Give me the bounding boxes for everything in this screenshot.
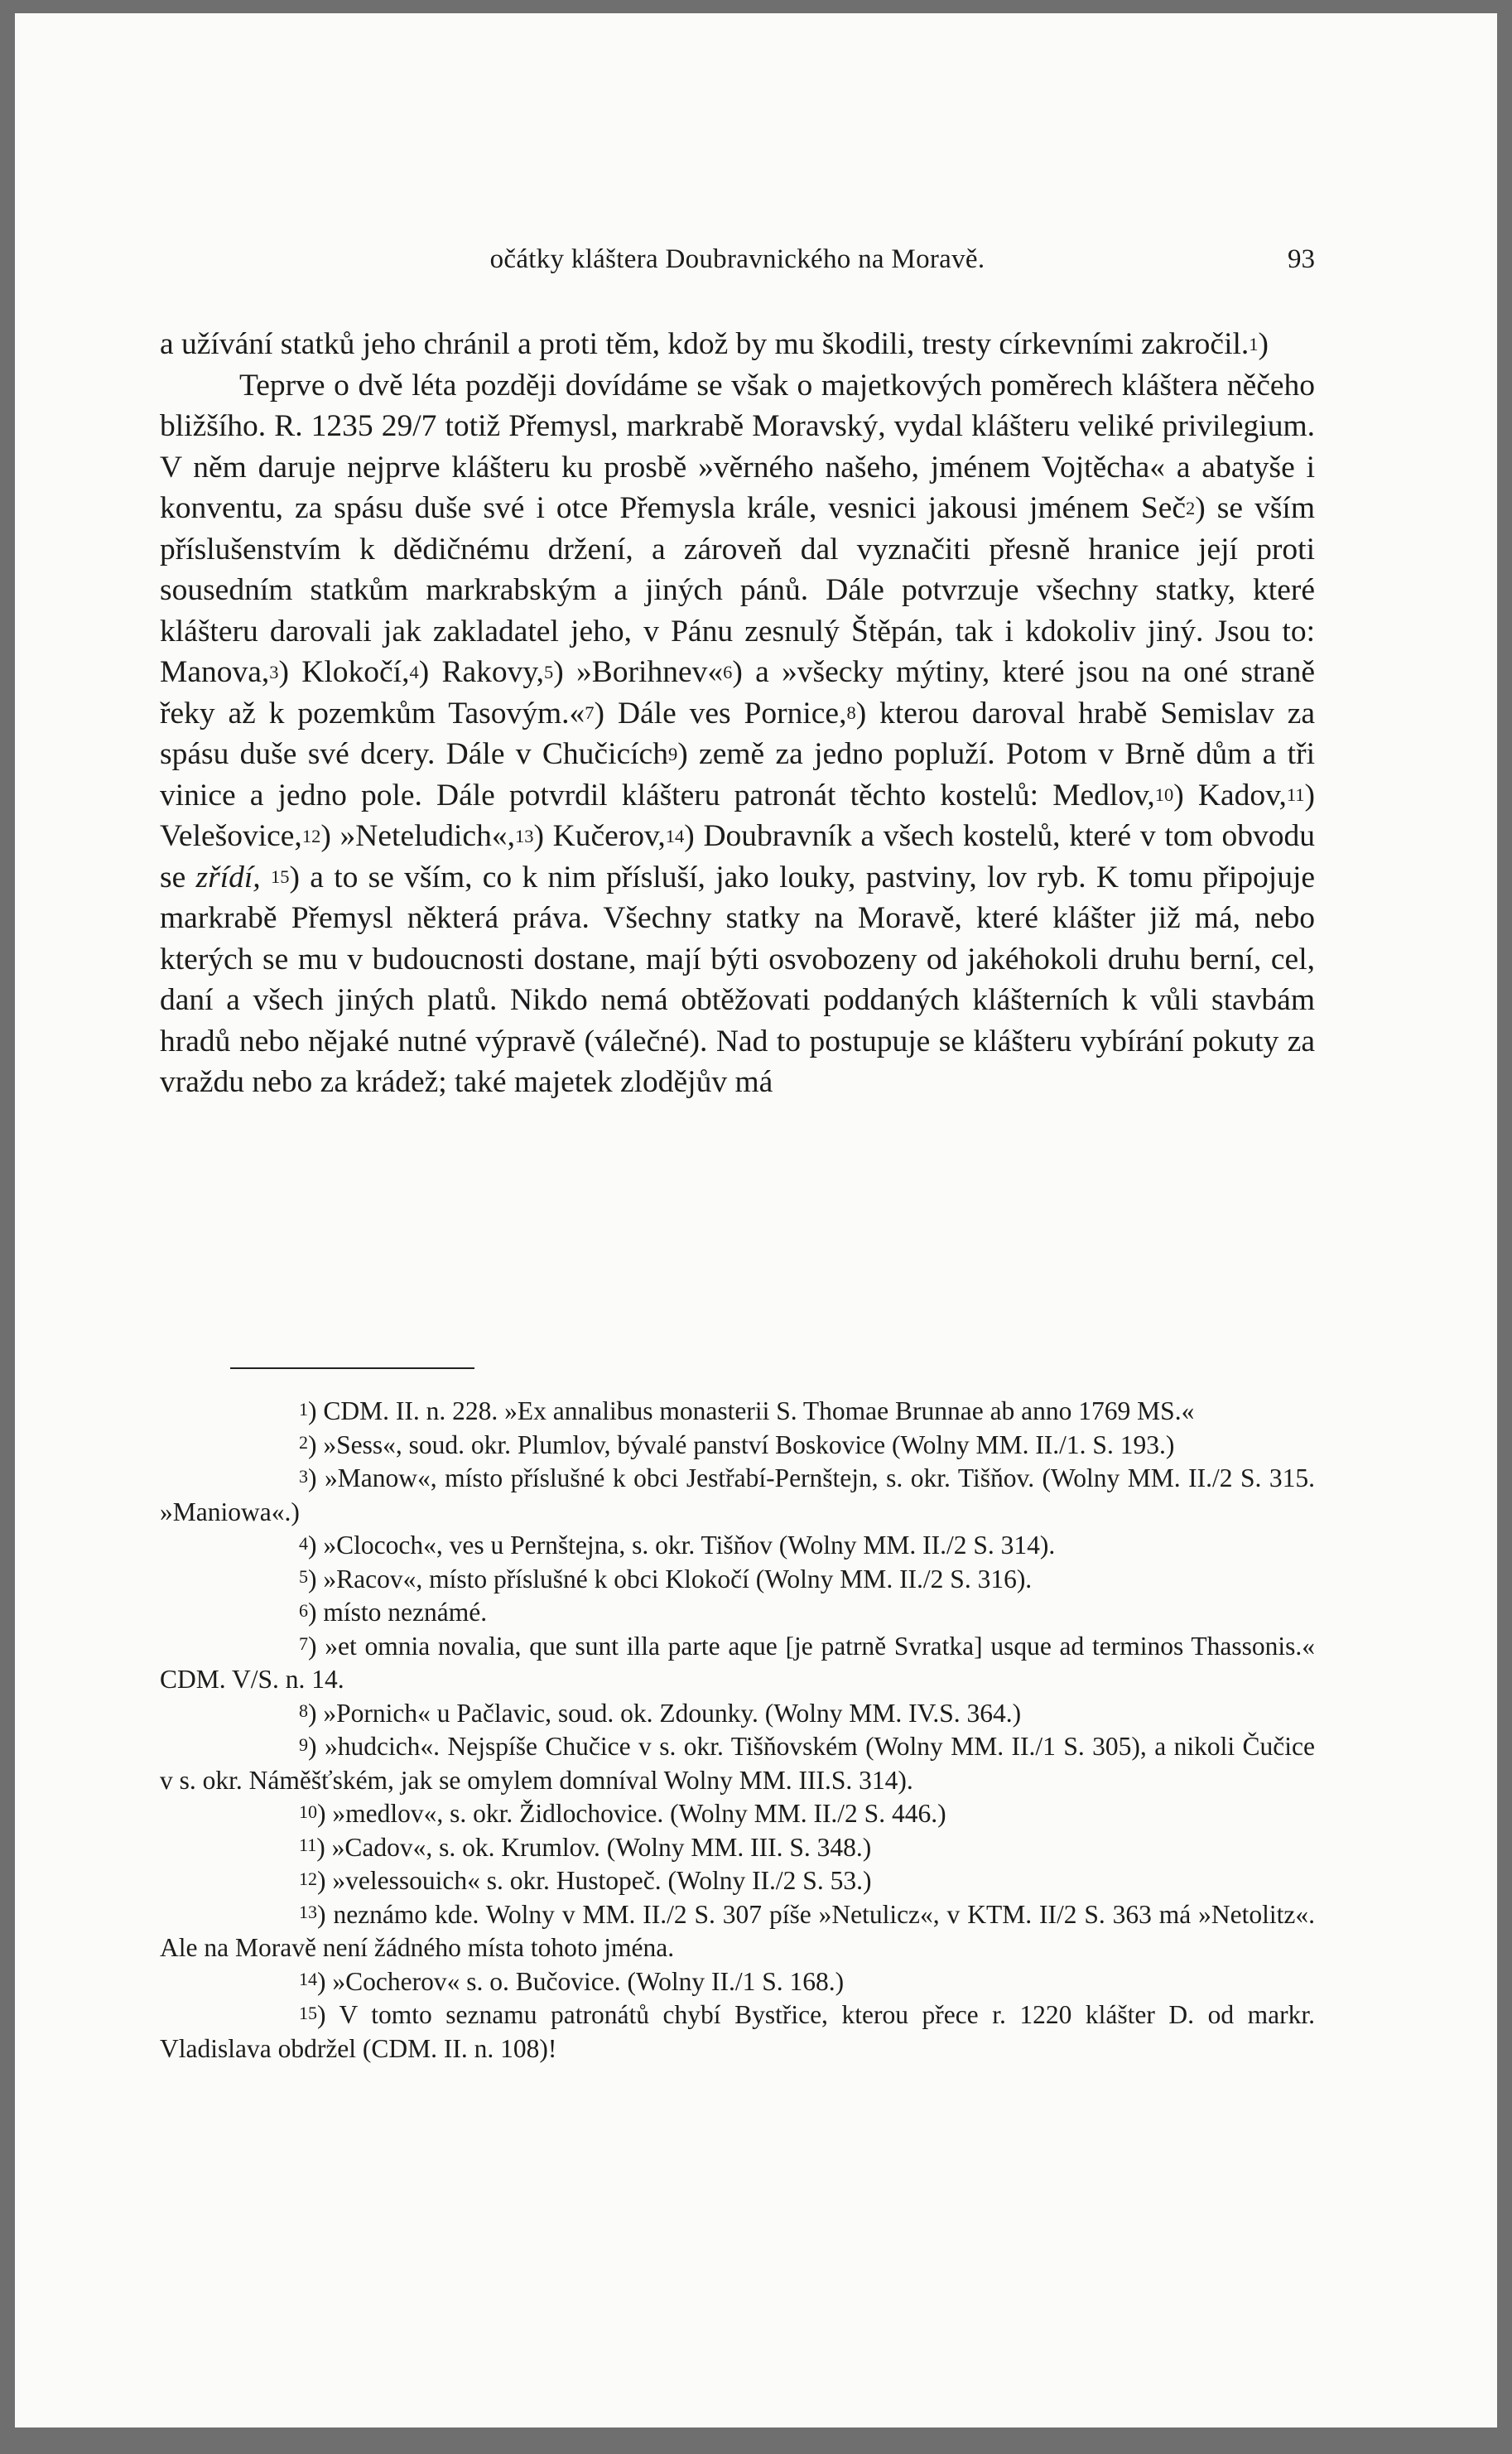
paragraph-1: a užívání statků jeho chránil a proti těm, kdož by mu škodili, tresty církevními zakročil.$^1$) [160, 327, 1269, 361]
book-page [15, 13, 1497, 2427]
footnote: $^{14}$) »Cocherov« s. o. Bučovice. (Wolny II./1 S. 168.) [299, 1966, 845, 1996]
footnote: $^{12}$) »velessouich« s. okr. Hustopeč. (Wolny II./2 S. 53.) [299, 1866, 872, 1895]
footnote-ref[interactable]: 9 [667, 743, 678, 764]
page-header [160, 239, 1315, 280]
footnote: $^{15}$) V tomto seznamu patronátů chybí Bystřice, kterou přece r. 1220 klášter D. od markr. Vladislava obdržel (CDM. II. n. 108)! [160, 2000, 1315, 2063]
footnote: $^2$) »Sess«, soud. okr. Plumlov, bývalé panství Boskovice (Wolny MM. II./1. S. 193.) [299, 1429, 1175, 1459]
footnote-ref[interactable]: 7 [585, 702, 595, 723]
running-title: očátky kláštera Doubravnického na Moravě. [489, 244, 985, 274]
footnote: $^{13}$) neznámo kde. Wolny v MM. II./2 S. 307 píše »Netulicz«, v KTM. II/2 S. 363 má »Netolitz«. Ale na Moravě není žádného místa tohoto jména. [160, 1899, 1315, 1962]
footnote: $^{10}$) »medlov«, s. okr. Židlochovice. (Wolny MM. II./2 S. 446.) [299, 1799, 946, 1828]
footnote-ref[interactable]: 8 [846, 702, 856, 723]
footnote-ref[interactable]: 11 [1286, 784, 1305, 805]
footnote: $^4$) »Clococh«, ves u Pernštejna, s. okr. Tišňov (Wolny MM. II./2 S. 314). [299, 1531, 1056, 1560]
footnote: $^5$) »Racov«, místo příslušné k obci Klokočí (Wolny MM. II./2 S. 316). [299, 1564, 1033, 1593]
footnote: $^8$) »Pornich« u Pačlavic, soud. ok. Zdounky. (Wolny MM. IV.S. 364.) [299, 1698, 1022, 1728]
footnote-ref[interactable]: 2 [1186, 497, 1196, 518]
footnote-ref[interactable]: 15 [270, 866, 290, 887]
footnote: $^9$) »hudcich«. Nejspíše Chučice v s. okr. Tišňovském (Wolny MM. II./1 S. 305), a nikoli Čučice v s. okr. Náměšťském, jak se omylem domníval Wolny MM. III.S. 314). [160, 1732, 1315, 1795]
footnote: $^1$) CDM. II. n. 228. »Ex annalibus monasterii S. Thomae Brunnae ab anno 1769 MS.« [299, 1396, 1195, 1425]
footnote-ref[interactable]: 13 [514, 825, 534, 846]
footnote-ref[interactable]: 4 [409, 661, 419, 682]
footnote-ref[interactable]: 12 [301, 825, 321, 846]
footnote: $^{11}$) »Cadov«, s. ok. Krumlov. (Wolny MM. III. S. 348.) [299, 1832, 872, 1862]
footnote-ref[interactable]: 3 [269, 661, 279, 682]
footnote: $^3$) »Manow«, místo příslušné k obci Jestřabí-Pernštejn, s. okr. Tišňov. (Wolny MM. II./2 S. 315. »Maniowa«.) [160, 1463, 1315, 1526]
footnote-ref[interactable]: 1 [1249, 333, 1259, 354]
footnote-ref[interactable]: 10 [1154, 784, 1174, 805]
footnote-ref[interactable]: 6 [723, 661, 733, 682]
footnote: $^7$) »et omnia novalia, que sunt illa parte aque [je patrně Svratka] usque ad terminos Thassonis.« CDM. V/S. n. 14. [160, 1631, 1316, 1694]
page-number: 93 [1288, 244, 1315, 274]
main-text [160, 324, 1315, 1103]
footnote-ref[interactable]: 14 [665, 825, 685, 846]
footnote-separator [230, 1367, 474, 1369]
footnotes [160, 1395, 1315, 2066]
footnote-ref[interactable]: 5 [544, 661, 554, 682]
paragraph-2: Teprve o dvě léta později dovídáme se však o majetkových poměrech kláštera něčeho bližšího. R. 1235 29/7 totiž Přemysl, markrabě Moravský, vydal klášteru veliké privilegium. V něm daruje nejprve klášteru ku prosbě »věrného našeho, jménem Vojtěcha« a abatyše i konventu, za spásu duše své i otce Přemysla krále, vesnici jakousi jménem Seč$^2$) se vším příslušenstvím k dědičnému držení, a zároveň dal vyznačiti přesně hranice její proti sousedním statkům markrabským a jiných pánů. Dále potvrzuje všechny statky, které klášteru darovali jak zakladatel jeho, v Pánu zesnulý Štěpán, tak i kdokoliv jiný. Jsou to: Manova,$^3$) Klokočí,$^4$) Rakovy,$^5$) »Borihnev«$^6$) a »všecky mýtiny, které jsou na oné straně řeky až k pozemkům Tasovým.«$^7$) Dále ves Pornice,$^8$) kterou daroval hrabě Semislav za spásu duše své dcery. Dále v Chučicích$^9$) země za jedno popluží. Potom v Brně dům a tři vinice a jedno pole. Dále potvrdil klášteru patronát těchto kostelů: Medlov,$^{10}$) Kadov,$^{11}$) Velešovice,$^{12}$) »Neteludich«,$^{13}$) Kučerov,$^{14}$) Doubravník a všech kostelů, které v tom obvodu se zřídí, $^{15}$) a to se vším, co k nim přísluší, jako louky, pastviny, lov ryb. K tomu připojuje markrabě Přemysl některá práva. Všechny statky na Moravě, které klášter již má, nebo kterých se mu v budoucnosti dostane, mají býti osvobozeny od jakéhokoli druhu berní, cel, daní a všech jiných platů. Nikdo nemá obtěžovati poddaných klášterních k vůli stavbám hradů nebo nějaké nutné výpravě (válečné). Nad to postupuje se klášteru vybírání pokuty za vraždu nebo za krádež; také majetek zlodějův má [160, 368, 1316, 1099]
footnote: $^6$) místo neznámé. [299, 1598, 488, 1627]
